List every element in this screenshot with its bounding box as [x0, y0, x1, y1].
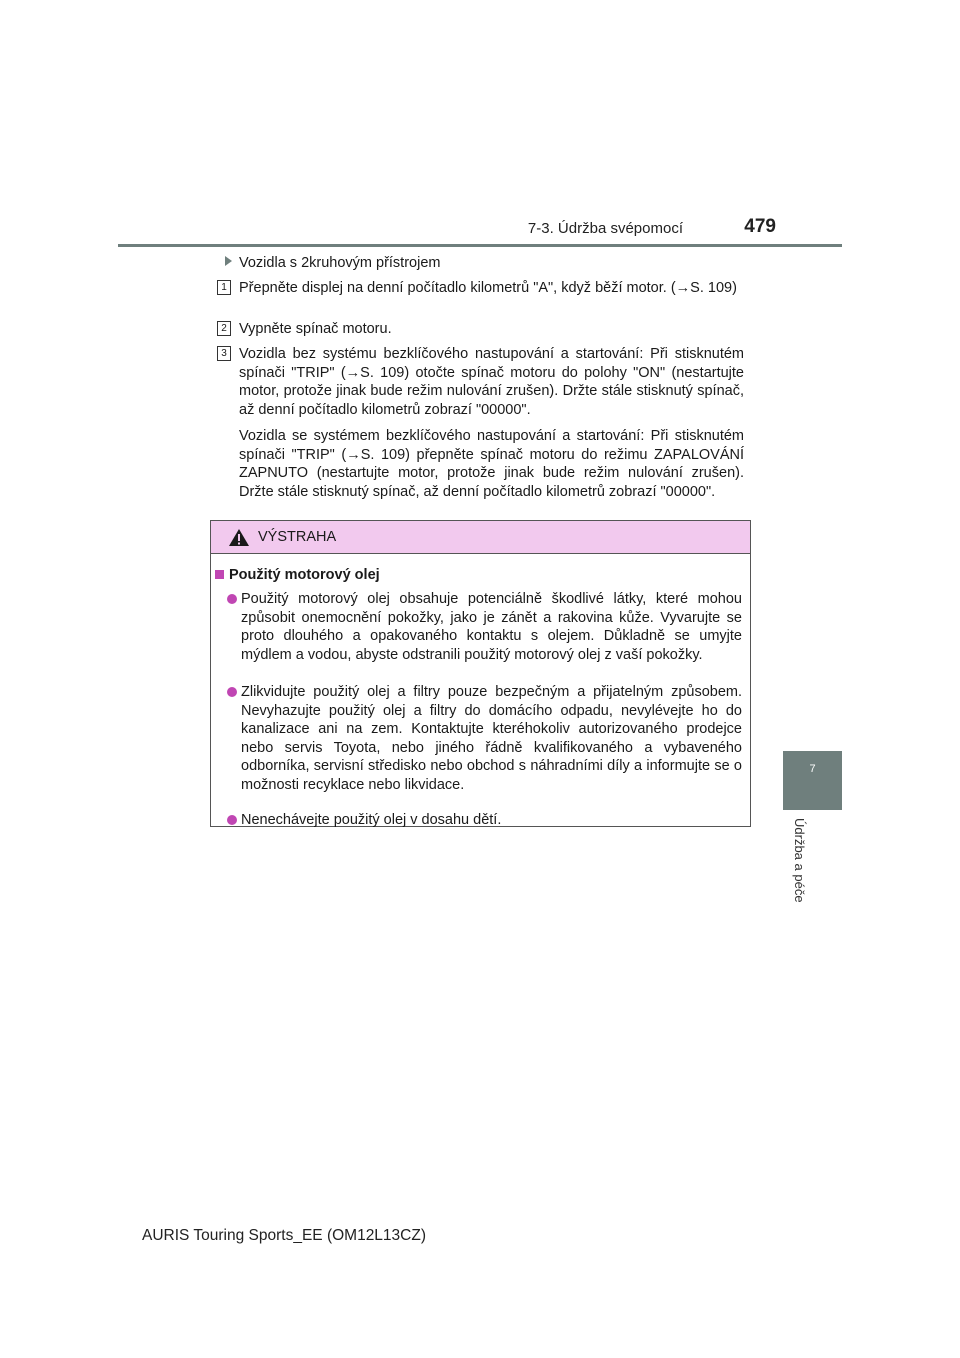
warning-section-title — [215, 567, 380, 583]
step-3-text — [239, 345, 744, 509]
header-rule — [118, 244, 842, 247]
step-number-1: 1 — [217, 280, 231, 295]
square-bullet-icon — [215, 570, 224, 579]
warning-bullet-text: Použitý motorový olej obsahuje potenciálně škodlivé látky, které mohou způsobit onemocnění pokožky, jako je zánět a rakovina kůže. Vyvarujte se proto dlouhého a opakovaného kontaktu s olejem. Důkladně se umyjte mýdlem a vodou, abyste odstranili použitý motorový olej z vaší pokožky. — [241, 591, 742, 663]
warning-bullet-text: Nenechávejte použitý olej v dosahu dětí. — [241, 812, 502, 828]
step-number-3: 3 — [217, 346, 231, 361]
warning-bullet — [227, 683, 742, 794]
variant-heading — [225, 255, 440, 271]
warning-bullet — [227, 811, 742, 830]
warning-header — [211, 521, 750, 554]
step-number-2: 2 — [217, 321, 231, 336]
page-number: 479 — [744, 216, 776, 237]
warning-section-title-text: Použitý motorový olej — [229, 567, 380, 583]
chapter-tab-number: 7 — [809, 763, 816, 775]
step-paragraph: Přepněte displej na denní počítadlo kilometrů "A", když běží motor. (→S. 109) — [239, 280, 737, 296]
chapter-tab-label: Údržba a péče — [792, 818, 807, 903]
warning-box — [210, 520, 751, 827]
variant-heading-text: Vozidla s 2kruhovým přístrojem — [239, 255, 441, 271]
circle-bullet-icon — [227, 815, 237, 825]
step-paragraph: Vypněte spínač motoru. — [239, 321, 392, 337]
warning-triangle-icon — [228, 528, 250, 547]
step-1-text — [239, 279, 744, 306]
section-header: 7-3. Údržba svépomocí — [527, 220, 683, 237]
warning-bullet-text: Zlikvidujte použitý olej a filtry pouze bezpečným a přijatelným způsobem. Nevyhazujte použitý olej a filtry do domácího odpadu, nevylévejte ho do kanalizace ani na zem. Kontaktujte kteréhokoliv autorizovaného prodejce nebo servis Toyota, nebo jiného řádně kvalifikovaného a vybaveného odborníka, servisní středisko nebo obchod s náhradními díly a informujte se o možnosti recyklace nebo likvidace. — [241, 684, 742, 793]
warning-title: VÝSTRAHA — [258, 529, 337, 545]
triangle-bullet-icon — [225, 256, 232, 266]
step-paragraph: Vozidla bez systému bezklíčového nastupování a startování: Při stisknutém spínači "TRIP" (→S. 109) otočte spínač motoru do polohy "ON" (nestartujte motor, protože jinak bude režim nulování zrušen). Držte stále stisknutý spínač, až denní počítadlo kilometrů zobrazí "00000". — [239, 346, 744, 418]
step-paragraph: Vozidla se systémem bezklíčového nastupování a startování: Při stisknutém spínači "TRIP" (→S. 109) přepněte spínač motoru do režimu ZAPALOVÁNÍ ZAPNUTO (nestartujte motor, protože jinak bude režim nulování zrušen). Držte stále stisknutý spínač, až denní počítadlo kilometrů zobrazí "00000". — [239, 428, 744, 500]
step-2-text — [239, 320, 744, 347]
footer-model: AURIS Touring Sports_EE (OM12L13CZ) — [142, 1227, 426, 1244]
warning-bullet — [227, 590, 742, 664]
circle-bullet-icon — [227, 687, 237, 697]
circle-bullet-icon — [227, 594, 237, 604]
chapter-tab — [783, 751, 842, 810]
